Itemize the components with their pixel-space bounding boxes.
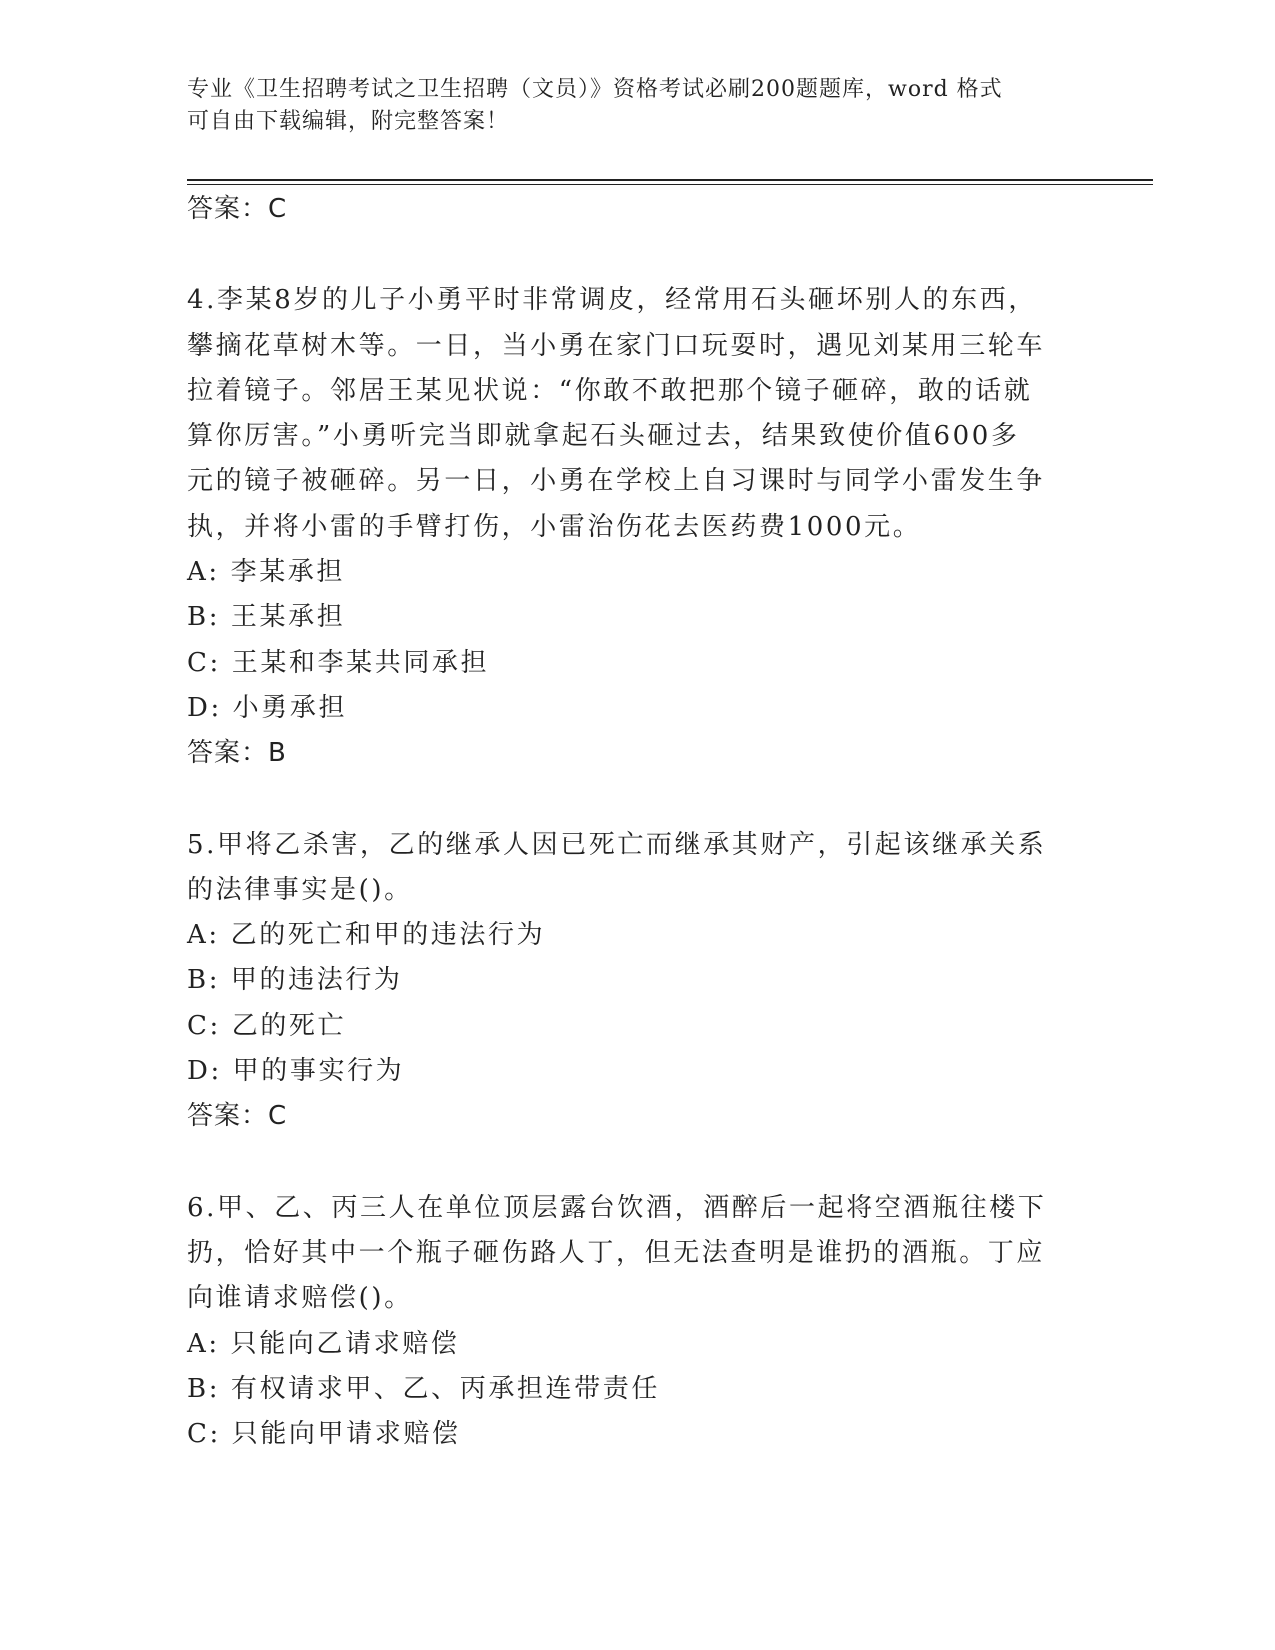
option-d: D: 甲的事实行为 bbox=[187, 1056, 405, 1087]
question-stem bbox=[187, 278, 1067, 550]
option-c: C: 只能向甲请求赔偿 bbox=[187, 1419, 461, 1450]
question-6 bbox=[187, 1186, 1067, 1458]
option-a: A: 乙的死亡和甲的违法行为 bbox=[187, 920, 546, 951]
stem-line: 执，并将小雷的手臂打伤，小雷治伤花去医药费1000元。 bbox=[187, 511, 922, 542]
header-line-1: 专业《卫生招聘考试之卫生招聘（文员）》资格考试必刷200题题库，word 格式 bbox=[187, 77, 1003, 102]
stem-line: 的法律事实是()。 bbox=[187, 874, 413, 905]
header-line-2: 可自由下载编辑，附完整答案！ bbox=[187, 109, 510, 134]
header-rule-thin bbox=[187, 184, 1153, 185]
option-c: C: 乙的死亡 bbox=[187, 1010, 347, 1041]
option-a: A: 只能向乙请求赔偿 bbox=[187, 1328, 460, 1359]
stem-line: 6.甲、乙、丙三人在单位顶层露台饮酒，酒醉后一起将空酒瓶往楼下 bbox=[187, 1192, 1047, 1223]
question-stem bbox=[187, 823, 1067, 914]
stem-line: 攀摘花草树木等。一日，当小勇在家门口玩耍时，遇见刘某用三轮车 bbox=[187, 330, 1046, 361]
question-stem bbox=[187, 1186, 1067, 1322]
question-5 bbox=[187, 823, 1067, 1140]
answer-line: 答案：C bbox=[187, 1101, 288, 1132]
option-b: B: 有权请求甲、乙、丙承担连带责任 bbox=[187, 1373, 660, 1404]
option-b: B: 甲的违法行为 bbox=[187, 965, 403, 996]
stem-line: 算你厉害。”小勇听完当即就拿起石头砸过去，结果致使价值600多 bbox=[187, 421, 1020, 452]
option-d: D: 小勇承担 bbox=[187, 692, 348, 723]
option-c: C: 王某和李某共同承担 bbox=[187, 647, 490, 678]
header-rule-thick bbox=[187, 179, 1153, 181]
question-4 bbox=[187, 278, 1067, 776]
answer-line: 答案：C bbox=[187, 194, 288, 224]
stem-line: 5.甲将乙杀害，乙的继承人因已死亡而继承其财产，引起该继承关系 bbox=[187, 829, 1047, 860]
stem-line: 元的镜子被砸碎。另一日，小勇在学校上自习课时与同学小雷发生争 bbox=[187, 466, 1046, 497]
document-header bbox=[187, 74, 1067, 138]
stem-line: 向谁请求赔偿()。 bbox=[187, 1283, 413, 1314]
stem-line: 4.李某8岁的儿子小勇平时非常调皮，经常用石头砸坏别人的东西， bbox=[187, 285, 1037, 316]
option-b: B: 王某承担 bbox=[187, 602, 346, 633]
question-content bbox=[187, 187, 1067, 1457]
answer-line: 答案：B bbox=[187, 738, 287, 769]
option-a: A: 李某承担 bbox=[187, 557, 346, 588]
stem-line: 拉着镜子。邻居王某见状说：“你敢不敢把那个镜子砸碎，敢的话就 bbox=[187, 375, 1033, 406]
stem-line: 扔，恰好其中一个瓶子砸伤路人丁，但无法查明是谁扔的酒瓶。丁应 bbox=[187, 1237, 1046, 1268]
